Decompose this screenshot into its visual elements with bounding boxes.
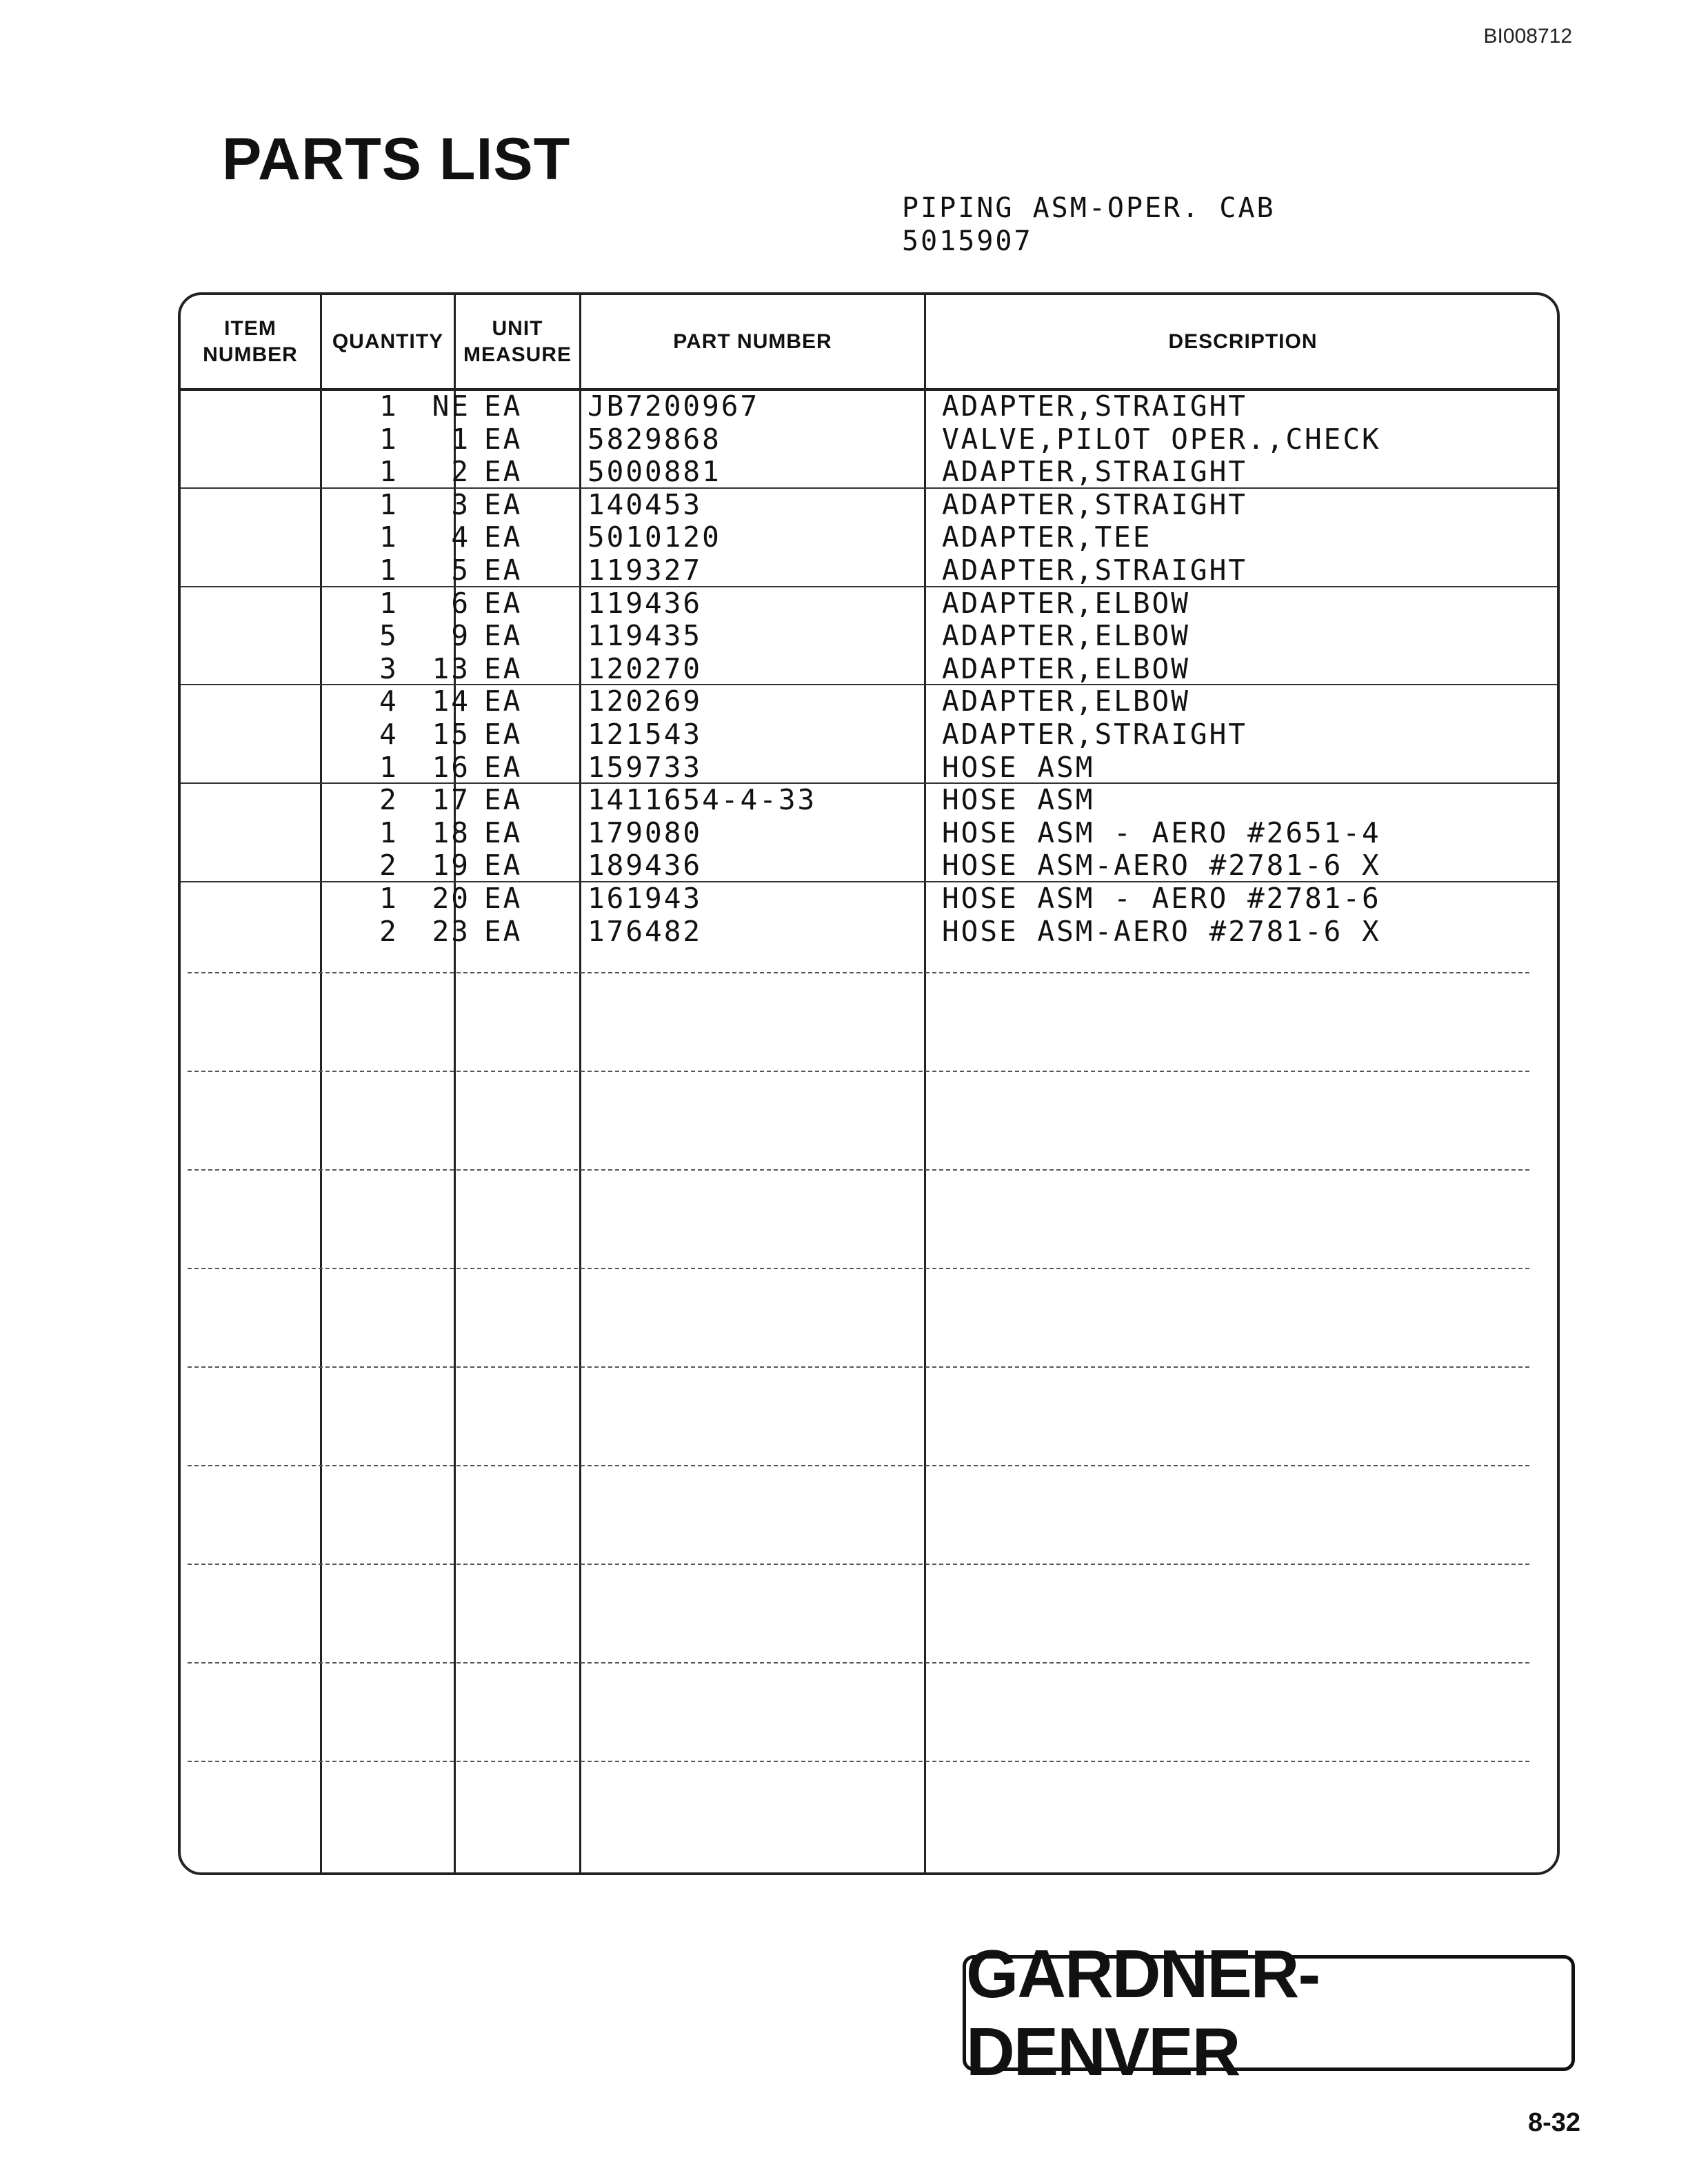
unit-measure-cell: EA (484, 849, 523, 882)
table-row (181, 849, 1557, 882)
description-cell: ADAPTER,STRAIGHT (942, 554, 1247, 587)
item-number-cell: 14 (432, 685, 470, 718)
table-row (181, 455, 1557, 488)
quantity-cell: 3 (379, 651, 399, 685)
item-number-cell: 23 (432, 914, 470, 948)
unit-measure-cell: EA (484, 455, 523, 489)
part-number-cell: 121543 (587, 718, 703, 751)
description-cell: VALVE,PILOT OPER.,CHECK (942, 422, 1381, 456)
blank-row-line (188, 1366, 1529, 1368)
description-cell: HOSE ASM (942, 750, 1095, 784)
description-cell: HOSE ASM-AERO #2781-6 X (942, 849, 1381, 882)
page-title: PARTS LIST (222, 126, 571, 192)
quantity-cell: 2 (379, 783, 399, 817)
description-cell: HOSE ASM-AERO #2781-6 X (942, 914, 1381, 948)
blank-row-line (188, 1169, 1529, 1171)
blank-row-line (188, 1268, 1529, 1269)
unit-measure-cell: EA (484, 914, 523, 948)
part-number-cell: 140453 (587, 487, 703, 521)
group-divider (181, 487, 1557, 489)
quantity-cell: 1 (379, 554, 399, 587)
unit-measure-cell: EA (484, 882, 523, 915)
item-number-cell: 17 (432, 783, 470, 817)
table-row (181, 652, 1557, 685)
assembly-subtitle (902, 192, 1276, 258)
table-row (181, 488, 1557, 521)
unit-measure-cell: EA (484, 554, 523, 587)
table-row (181, 915, 1557, 948)
blank-row-line (188, 1662, 1529, 1664)
unit-measure-cell: EA (484, 487, 523, 521)
description-cell: ADAPTER,TEE (942, 520, 1152, 554)
part-number-cell: 189436 (587, 849, 703, 882)
unit-measure-cell: EA (484, 520, 523, 554)
description-cell: HOSE ASM - AERO #2781-6 (942, 882, 1381, 915)
item-number-cell: 18 (432, 816, 470, 849)
table-row (181, 685, 1557, 718)
table-row (181, 619, 1557, 652)
quantity-cell: 1 (379, 882, 399, 915)
header-item-number: ITEM NUMBER (203, 316, 298, 366)
blank-row-line (188, 1761, 1529, 1762)
blank-row-line (188, 972, 1529, 973)
unit-measure-cell: EA (484, 750, 523, 784)
quantity-cell: 1 (379, 816, 399, 849)
page-number: 8-32 (1527, 2108, 1580, 2137)
header-description: DESCRIPTION (1168, 330, 1318, 353)
parts-table (178, 292, 1560, 1875)
description-cell: ADAPTER,ELBOW (942, 651, 1190, 685)
quantity-cell: 2 (379, 914, 399, 948)
item-number-cell: 1 (451, 422, 470, 456)
blank-row-line (188, 1465, 1529, 1466)
unit-measure-cell: EA (484, 685, 523, 718)
table-row (181, 423, 1557, 456)
part-number-cell: 119435 (587, 619, 703, 653)
description-cell: ADAPTER,ELBOW (942, 619, 1190, 653)
unit-measure-cell: EA (484, 783, 523, 817)
unit-measure-cell: EA (484, 619, 523, 653)
table-row (181, 520, 1557, 554)
description-cell: ADAPTER,STRAIGHT (942, 718, 1247, 751)
group-divider (181, 782, 1557, 784)
part-number-cell: 5000881 (587, 455, 721, 489)
assembly-number: 5015907 (902, 225, 1033, 257)
unit-measure-cell: EA (484, 651, 523, 685)
quantity-cell: 4 (379, 685, 399, 718)
part-number-cell: 1411654-4-33 (587, 783, 817, 817)
quantity-cell: 5 (379, 619, 399, 653)
header-quantity: QUANTITY (332, 330, 444, 353)
quantity-cell: 1 (379, 422, 399, 456)
unit-measure-cell: EA (484, 422, 523, 456)
header-unit-measure: UNIT MEASURE (463, 316, 572, 366)
gardner-denver-logo: GARDNER-DENVER (963, 1955, 1575, 2071)
quantity-cell: 1 (379, 390, 399, 423)
table-row (181, 587, 1557, 620)
item-number-cell: 2 (451, 455, 470, 489)
description-cell: ADAPTER,ELBOW (942, 685, 1190, 718)
table-row (181, 751, 1557, 784)
group-divider (181, 586, 1557, 587)
quantity-cell: 1 (379, 455, 399, 489)
item-number-cell: 9 (451, 619, 470, 653)
table-row (181, 783, 1557, 816)
part-number-cell: 179080 (587, 816, 703, 849)
part-number-cell: 5829868 (587, 422, 721, 456)
description-cell: ADAPTER,STRAIGHT (942, 390, 1247, 423)
blank-row-line (188, 1564, 1529, 1565)
item-number-cell: 16 (432, 750, 470, 784)
unit-measure-cell: EA (484, 390, 523, 423)
assembly-name: PIPING ASM-OPER. CAB (902, 192, 1276, 224)
quantity-cell: 1 (379, 520, 399, 554)
table-row (181, 718, 1557, 751)
item-number-cell: 5 (451, 554, 470, 587)
part-number-cell: 120270 (587, 651, 703, 685)
group-divider (181, 881, 1557, 882)
item-number-cell: 20 (432, 882, 470, 915)
table-row (181, 554, 1557, 587)
description-cell: ADAPTER,ELBOW (942, 586, 1190, 620)
item-number-cell: 15 (432, 718, 470, 751)
part-number-cell: 119436 (587, 586, 703, 620)
table-row (181, 816, 1557, 849)
blank-row-line (188, 1071, 1529, 1072)
description-cell: HOSE ASM - AERO #2651-4 (942, 816, 1381, 849)
document-id: BI008712 (1483, 25, 1572, 48)
part-number-cell: 119327 (587, 554, 703, 587)
item-number-cell: NE (432, 390, 470, 423)
part-number-cell: JB7200967 (587, 390, 760, 423)
part-number-cell: 120269 (587, 685, 703, 718)
part-number-cell: 161943 (587, 882, 703, 915)
part-number-cell: 5010120 (587, 520, 721, 554)
header-part-number: PART NUMBER (673, 330, 832, 353)
item-number-cell: 3 (451, 487, 470, 521)
item-number-cell: 13 (432, 651, 470, 685)
quantity-cell: 2 (379, 849, 399, 882)
description-cell: HOSE ASM (942, 783, 1095, 817)
group-divider (181, 684, 1557, 685)
unit-measure-cell: EA (484, 816, 523, 849)
quantity-cell: 4 (379, 718, 399, 751)
description-cell: ADAPTER,STRAIGHT (942, 455, 1247, 489)
unit-measure-cell: EA (484, 718, 523, 751)
part-number-cell: 159733 (587, 750, 703, 784)
unit-measure-cell: EA (484, 586, 523, 620)
part-number-cell: 176482 (587, 914, 703, 948)
quantity-cell: 1 (379, 586, 399, 620)
item-number-cell: 4 (451, 520, 470, 554)
table-row (181, 882, 1557, 915)
item-number-cell: 6 (451, 586, 470, 620)
description-cell: ADAPTER,STRAIGHT (942, 487, 1247, 521)
item-number-cell: 19 (432, 849, 470, 882)
table-row (181, 390, 1557, 423)
quantity-cell: 1 (379, 487, 399, 521)
quantity-cell: 1 (379, 750, 399, 784)
